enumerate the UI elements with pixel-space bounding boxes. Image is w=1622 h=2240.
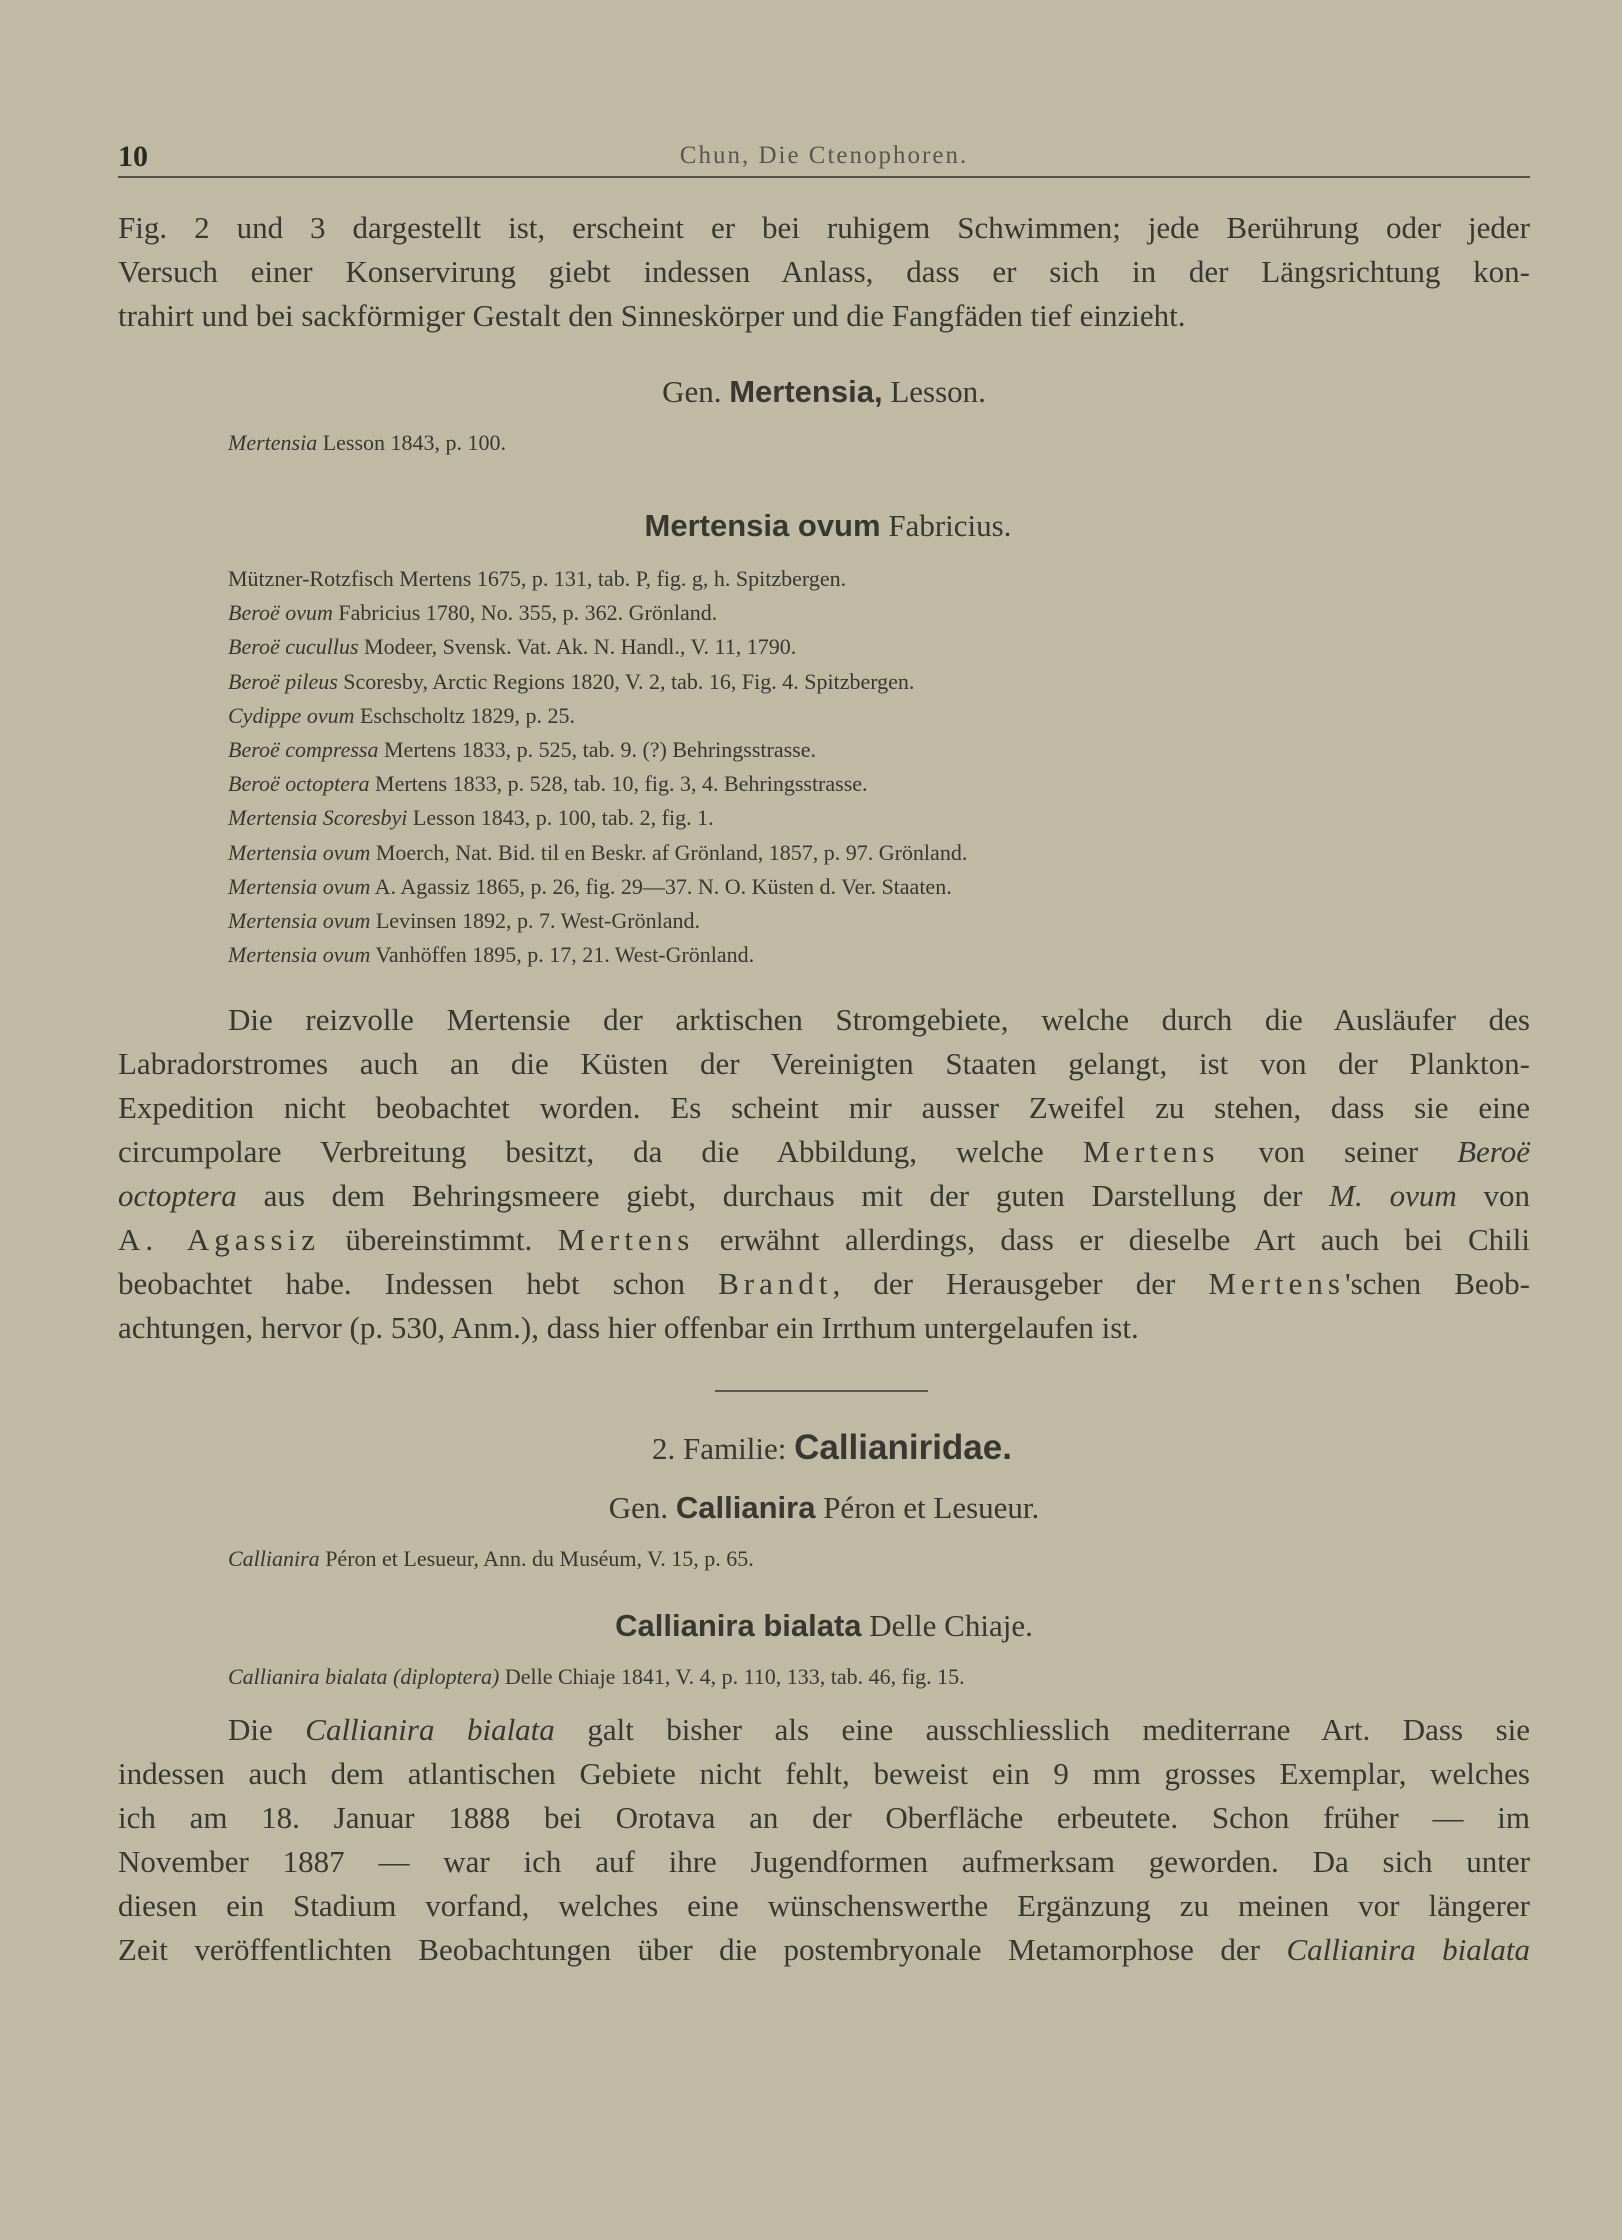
text-line: ich am 18. Januar 1888 bei Orotava an der Oberfläche erbeutete. Schon früher — im — [118, 1800, 1530, 1835]
page-number: 10 — [118, 140, 148, 173]
text-line: diesen ein Stadium vorfand, welches eine wünschenswerthe Ergänzung zu meinen vor längerer — [118, 1888, 1530, 1923]
text-line: Expedition nicht beobachtet worden. Es scheint mir ausser Zweifel zu stehen, dass sie eine — [118, 1090, 1530, 1125]
intro-paragraph — [118, 206, 1530, 338]
species-heading-callianira-bialata: Callianira bialata Delle Chiaje. — [615, 1608, 1033, 1643]
text-line: Zeit veröffentlichten Beobachtungen über die postembryonale Metamorphose der Callianira bialata — [118, 1932, 1531, 1967]
running-title: Chun, Die Ctenophoren. — [679, 142, 969, 169]
synonym-entry: Beroë compressa Mertens 1833, p. 525, tab. 9. (?) Behringsstrasse. — [228, 737, 816, 763]
synonym-entry: Cydippe ovum Eschscholtz 1829, p. 25. — [228, 702, 576, 728]
paragraph-mertensia-distribution — [118, 998, 1530, 1350]
text-line: Die reizvolle Mertensie der arktischen Stromgebiete, welche durch die Ausläufer des — [228, 1002, 1530, 1037]
synonym-entry: Mützner-Rotzfisch Mertens 1675, p. 131, tab. P, fig. g, h. Spitzbergen. — [228, 566, 847, 591]
genus-heading-mertensia: Gen. Mertensia, Lesson. — [662, 374, 986, 409]
text-line: A. Agassiz übereinstimmt. Mertens erwähnt allerdings, dass er dieselbe Art auch bei Chili — [118, 1222, 1530, 1257]
text-line: achtungen, hervor (p. 530, Anm.), dass hier offenbar ein Irrthum untergelaufen ist. — [118, 1310, 1139, 1345]
text-line: Fig. 2 und 3 dargestellt ist, erscheint er bei ruhigem Schwimmen; jede Berührung oder jeder — [118, 210, 1530, 245]
genus-heading-callianira: Gen. Callianira Péron et Lesueur. — [608, 1490, 1040, 1525]
family-heading-callianiridae: 2. Familie: Callianiridae. — [652, 1428, 1012, 1467]
synonym-entry: Beroë octoptera Mertens 1833, p. 528, tab. 10, fig. 3, 4. Behringsstrasse. — [228, 771, 868, 797]
synonym-entry: Mertensia ovum A. Agassiz 1865, p. 26, fig. 29—37. N. O. Küsten d. Ver. Staaten. — [228, 873, 952, 899]
text-line: November 1887 — war ich auf ihre Jugendformen aufmerksam geworden. Da sich unter — [118, 1844, 1530, 1879]
text-line: beobachtet habe. Indessen hebt schon Brandt, der Herausgeber der Mertens'schen Beob- — [118, 1266, 1530, 1301]
text-line: Versuch einer Konservirung giebt indessen Anlass, dass er sich in der Längsrichtung kon- — [118, 254, 1530, 289]
text-line: circumpolare Verbreitung besitzt, da die Abbildung, welche Mertens von seiner Beroë — [118, 1134, 1530, 1169]
section-divider — [715, 1390, 928, 1392]
synonym-entry: Mertensia Scoresbyi Lesson 1843, p. 100, tab. 2, fig. 1. — [228, 805, 714, 831]
text-line: Die Callianira bialata galt bisher als eine ausschliesslich mediterrane Art. Dass sie — [228, 1712, 1531, 1747]
species-heading-mertensia-ovum: Mertensia ovum Fabricius. — [644, 508, 1012, 543]
text-line: indessen auch dem atlantischen Gebiete nicht fehlt, beweist ein 9 mm grosses Exemplar, welches — [118, 1756, 1530, 1791]
synonym-entry: Mertensia ovum Vanhöffen 1895, p. 17, 21. West-Grönland. — [228, 942, 755, 968]
synonym-entry: Beroë pileus Scoresby, Arctic Regions 1820, V. 2, tab. 16, Fig. 4. Spitzbergen. — [228, 668, 915, 694]
synonymy-list — [228, 562, 1528, 972]
synonym-entry: Mertensia ovum Moerch, Nat. Bid. til en Beskr. af Grönland, 1857, p. 97. Grönland. — [228, 839, 968, 865]
paragraph-callianira — [118, 1708, 1530, 1972]
synonym-entry: Mertensia ovum Levinsen 1892, p. 7. West-Grönland. — [228, 908, 700, 934]
species-citation-callianira-bialata: Callianira bialata (diploptera) Delle Chiaje 1841, V. 4, p. 110, 133, tab. 46, fig. 15. — [228, 1664, 965, 1689]
text-line: trahirt und bei sackförmiger Gestalt den Sinneskörper und die Fangfäden tief einzieht. — [118, 298, 1186, 333]
page-header — [118, 140, 1530, 178]
genus-citation-callianira: Callianira Péron et Lesueur, Ann. du Muséum, V. 15, p. 65. — [228, 1546, 754, 1571]
synonym-entry: Beroë cucullus Modeer, Svensk. Vat. Ak. N. Handl., V. 11, 1790. — [228, 634, 797, 660]
text-line: Labradorstromes auch an die Küsten der Vereinigten Staaten gelangt, ist von der Plankton- — [118, 1046, 1530, 1081]
synonym-entry: Beroë ovum Fabricius 1780, No. 355, p. 362. Grönland. — [228, 600, 718, 626]
text-line: octoptera aus dem Behringsmeere giebt, durchaus mit der guten Darstellung der M. ovum von — [118, 1178, 1530, 1213]
genus-citation-mertensia: Mertensia Lesson 1843, p. 100. — [228, 430, 507, 455]
